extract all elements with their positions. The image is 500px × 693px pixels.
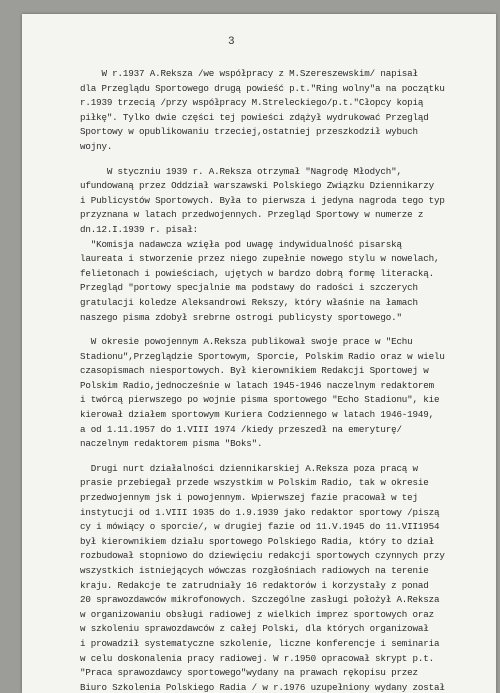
text-line: "Komisja nadawcza wzięła pod uwagę indywidualność pisarską xyxy=(80,238,402,250)
text-line: przedwojennym jsk i powojennym. Wpierwszej fazie pracował w tej xyxy=(80,492,418,504)
text-line: wojny. xyxy=(80,140,113,152)
text-line: W styczniu 1939 r. A.Reksza otrzymał "Nagrodę Młodych", xyxy=(80,165,402,177)
text-line: Sportowy w opublikowaniu trzeciej,ostatniej przeszkodził wybuch xyxy=(80,126,418,138)
text-line: kraju. Redakcje te zatrudniały 16 redaktorów i korzystały z ponad xyxy=(80,579,429,591)
paragraph xyxy=(80,462,485,693)
text-line: a od 1.11.1957 do 1.VIII 1974 /kiedy przeszedł na emeryturę/ xyxy=(80,423,402,435)
text-line: Biuro Szkolenia Polskiego Radia / w r.1976 uzupełniony wydany został xyxy=(80,681,445,693)
text-line: felietonach i powieściach, ujętych w bardzo dobrą formę literacką. xyxy=(80,267,434,279)
text-line: dn.12.I.1939 r. pisał: xyxy=(80,223,198,235)
text-line: gratulacji koledze Aleksandrowi Rekszy, który właśnie na łamach xyxy=(80,296,418,308)
text-line: r.1939 trzecią /przy współpracy M.Streleckiego/p.t."Cłopcy kopią xyxy=(80,97,424,109)
text-line: Polskim Radio,jednocześnie w latach 1945-1946 naczelnym redaktorem xyxy=(80,379,434,391)
text-line: wszystkich istniejących wówczas rozgłośniach radiowych na terenie xyxy=(80,565,429,576)
text-line: dla Przeglądu Sportowego drugą powieść p.t."Ring wolny"a na początku xyxy=(80,82,445,94)
text-line: w szkoleniu sprawozdawców z całej Polski, dla których organizował xyxy=(80,623,429,635)
document-page xyxy=(22,14,496,693)
text-line: i Publicystów Sportowych. Była to pierwsza i jedyna nagroda tego typ xyxy=(80,194,445,206)
text-line: był kierownikiem działu sportowego Polskiego Radia, który to dział xyxy=(80,535,434,547)
text-line: Drugi nurt działalności dziennikarskiej A.Reksza poza pracą w xyxy=(80,462,418,474)
text-line: cy i mówiący o sporcie/, w drugiej fazie od 11.V.1945 do 11.VII1954 xyxy=(80,521,440,533)
text-line: i twórcą pierwszego po wojnie pisma sportowego "Echo Stadionu", kie xyxy=(80,394,440,406)
text-line: w organizowaniu obsługi radiowej z wielkich imprez sportowych oraz xyxy=(80,608,434,620)
text-line: w celu doskonalenia pracy radiowej. W r.1950 opracował skrypt p.t. xyxy=(80,652,434,664)
text-line: Przegląd "portowy specjalnie ma podstawy do radości i szczerych xyxy=(80,282,418,294)
paragraph xyxy=(80,67,485,155)
text-line: instytucji od 1.VIII 1935 do 1.9.1939 jako redaktor sportowy /piszą xyxy=(80,506,440,518)
document-body xyxy=(80,67,485,693)
text-line: ufundowaną przez Oddział warszawski Polskiego Związku Dziennikarzy xyxy=(80,180,434,192)
paragraph-gap xyxy=(80,325,485,335)
text-line: czasopismach niesportowych. Był kierownikiem Redakcji Sportowej w xyxy=(80,365,429,377)
page-number: 3 xyxy=(228,36,235,48)
paragraph-gap xyxy=(80,155,485,165)
text-line: 20 sprawozdawców mikrofonowych. Szczególne zasługi położył A.Reksza xyxy=(80,594,440,606)
text-line: "Praca sprawozdawcy sportowego"wydany na prawach rękopisu przez xyxy=(80,667,418,679)
text-line: naczelnym redaktorem pisma "Boks". xyxy=(80,438,263,450)
paragraph xyxy=(80,335,485,452)
text-line: W r.1937 A.Reksza /we współpracy z M.Szereszewskim/ napisał xyxy=(80,68,418,79)
text-line: kierował działem sportowym Kuriera Codziennego w latach 1946-1949, xyxy=(80,409,434,421)
paragraph xyxy=(80,165,485,326)
text-line: W okresie powojennym A.Reksza publikował swoje prace w "Echu xyxy=(80,336,413,348)
text-line: i prowadził systematyczne szkolenie, liczne konferencje i seminaria xyxy=(80,637,440,649)
text-line: Stadionu",Przeglądzie Sportowym, Sporcie, Polskim Radio oraz w wielu xyxy=(80,350,445,362)
text-line: rozbudował stopniowo do dziewięciu redakcji sportowych czynnych przy xyxy=(80,550,445,562)
text-line: laureata i stworzenie przez niego zupełnie nowego stylu w nowelach, xyxy=(80,253,440,265)
text-line: naszego pisma zdobył srebrne ostrogi publicysty sportowego." xyxy=(80,311,402,323)
paragraph-gap xyxy=(80,452,485,462)
text-line: prasie przebiegał przede wszystkim w Polskim Radio, tak w okresie xyxy=(80,477,429,489)
text-line: piłkę". Tylko dwie części tej powieści zdążył wydrukować Przegląd xyxy=(80,111,429,123)
text-line: przyznana w latach przedwojennych. Przegląd Sportowy w numerze z xyxy=(80,209,424,221)
